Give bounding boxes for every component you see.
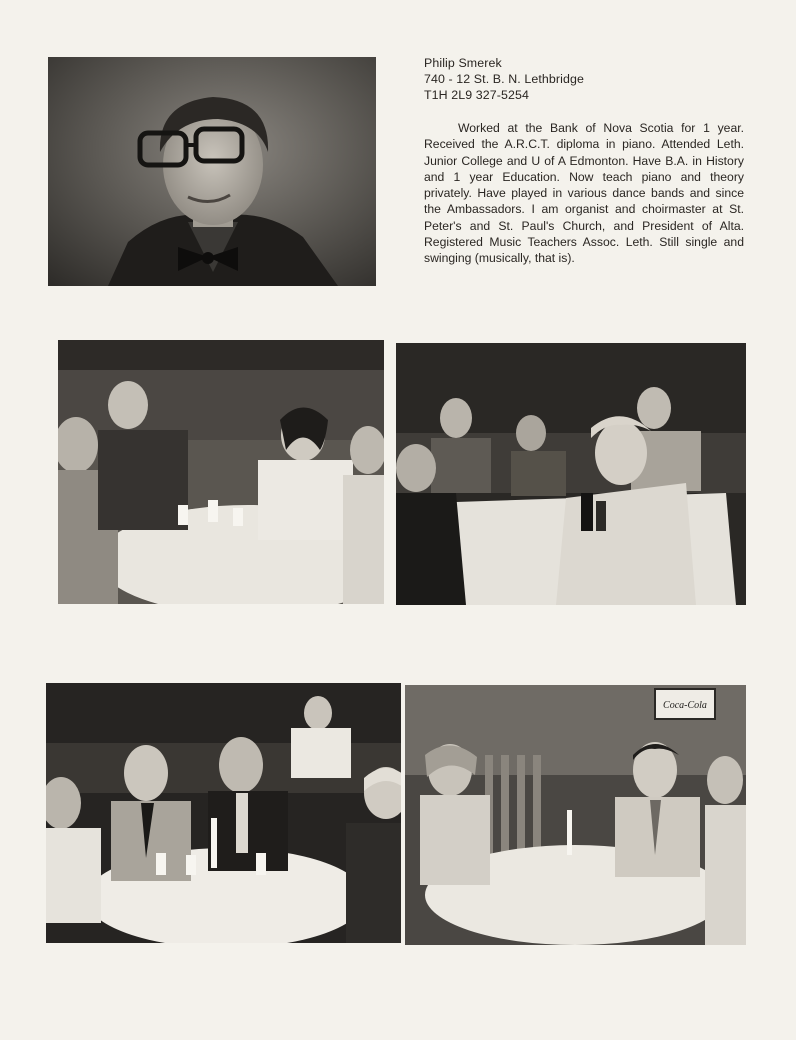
sign-text: Coca-Cola <box>663 700 707 711</box>
postal-phone: T1H 2L9 327-5254 <box>424 88 529 102</box>
street-address: 740 - 12 St. B. N. Lethbridge <box>424 72 584 86</box>
person-name: Philip Smerek <box>424 56 502 70</box>
portrait-photo <box>48 57 376 286</box>
contact-info <box>424 55 754 103</box>
group-photo-table-3 <box>46 683 401 943</box>
biography-text: Worked at the Bank of Nova Scotia for 1 year. Received the A.R.C.T. diploma in piano. Attended Leth. Junior College and U of A Edmonton. Have B.A. in History and 1 year Education. Now teach piano and theory privately. Have played in various dance bands and since the Ambassadors. I am organist and choirmaster at St. Peter's and St. Paul's Church, and President of Alta. Registered Music Teachers Assoc. Leth. Still single and swinging (musically, that is). <box>424 121 744 266</box>
group-photo-table-4 <box>405 685 746 945</box>
group-photo-table-2 <box>396 343 746 605</box>
group-photo-table-1 <box>58 340 384 604</box>
